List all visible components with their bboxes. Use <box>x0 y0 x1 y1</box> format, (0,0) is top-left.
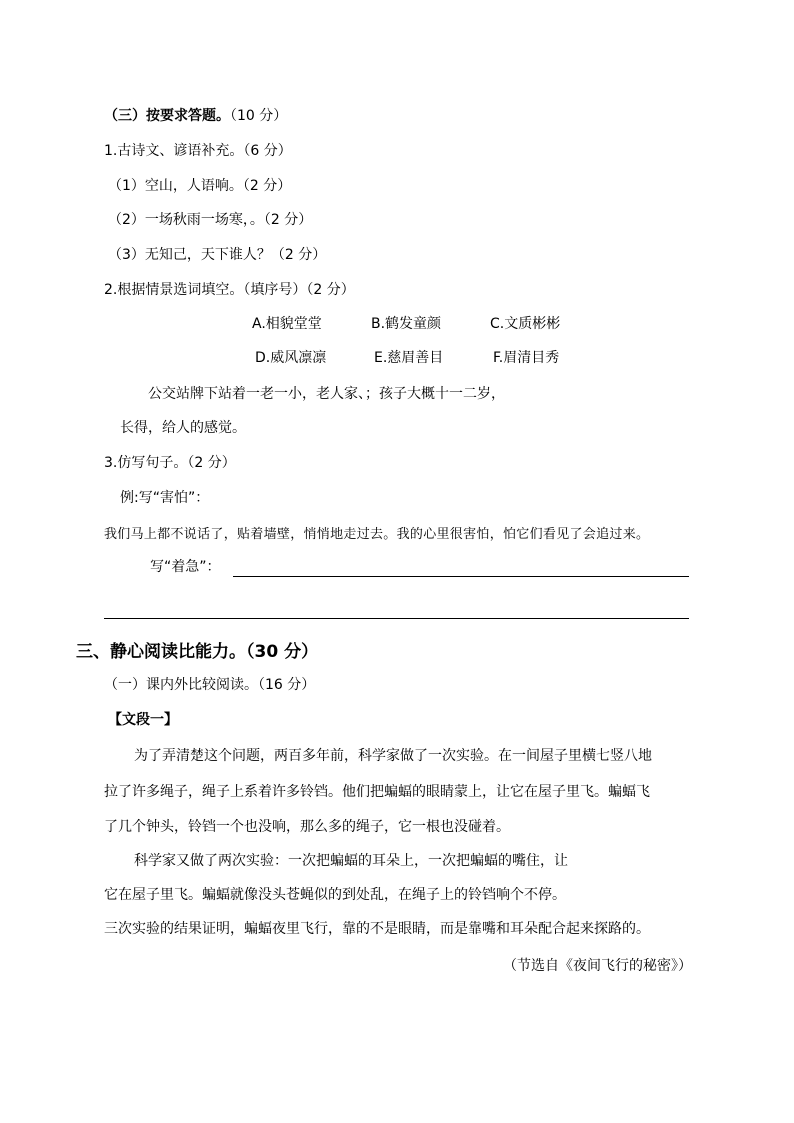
section-heading-part3 <box>104 107 287 125</box>
answer-line-2[interactable] <box>104 618 689 619</box>
q1-title: 1.古诗文、谚语补充。（6 分） <box>104 143 292 159</box>
q3-example-label: 例:写“害怕”： <box>120 490 210 506</box>
q2-passage-line-2: 长得，给人的感觉。 <box>120 420 246 436</box>
q2-title: 2.根据情景选词填空。（填序号）（2 分） <box>104 282 355 298</box>
option-c: C.文质彬彬 <box>490 316 561 332</box>
option-e: E.慈眉善目 <box>374 350 444 366</box>
passage-line-6: 三次实验的结果证明，蝙蝠夜里飞行，靠的不是眼睛，而是靠嘴和耳朵配合起来探路的。 <box>104 921 650 937</box>
q1-item-3: （3）无知己，天下谁人？（2 分） <box>108 247 327 263</box>
q3-write-label: 写“着急”： <box>150 559 221 575</box>
section-3-heading: 三、静心阅读比能力。（30 分） <box>76 642 319 662</box>
q3-title: 3.仿写句子。（2 分） <box>104 455 236 471</box>
q3-example-sentence: 我们马上都不说话了，贴着墙壁，悄悄地走过去。我的心里很害怕，怕它们看见了会追过来。 <box>104 527 650 542</box>
q2-passage-line-1: 公交站牌下站着一老一小，老人家、；孩子大概十一二岁， <box>148 386 505 402</box>
q1-item-1: （1）空山，人语响。（2 分） <box>108 178 292 194</box>
passage-line-2: 拉了许多绳子，绳子上系着许多铃铛。他们把蝙蝠的眼睛蒙上，让它在屋子里飞。蝙蝠飞 <box>104 784 650 800</box>
option-b: B.鹤发童颜 <box>371 316 442 332</box>
option-f: F.眉清目秀 <box>493 350 560 366</box>
passage-label: 【文段一】 <box>108 712 178 728</box>
passage-line-5: 它在屋子里飞。蝙蝠就像没头苍蝇似的到处乱，在绳子上的铃铛响个不停。 <box>104 887 566 903</box>
passage-source: （节选自《夜间飞行的秘密》） <box>503 958 692 974</box>
section-heading-score: （10 分） <box>230 108 288 124</box>
passage-line-4: 科学家又做了两次实验：一次把蝙蝠的耳朵上，一次把蝙蝠的嘴住，让 <box>134 853 568 869</box>
section-3-sub-heading: （一）课内外比较阅读。（16 分） <box>104 677 316 693</box>
answer-line-1[interactable] <box>233 576 689 577</box>
option-a: A.相貌堂堂 <box>252 316 322 332</box>
option-d: D.威风凛凛 <box>255 350 327 366</box>
section-heading-bold: （三）按要求答题。 <box>104 108 230 124</box>
passage-line-3: 了几个钟头，铃铛一个也没响，那么多的绳子，它一根也没碰着。 <box>104 819 510 835</box>
passage-line-1: 为了弄清楚这个问题，两百多年前，科学家做了一次实验。在一间屋子里横七竖八地 <box>134 748 652 764</box>
q1-item-2: （2）一场秋雨一场寒，。（2 分） <box>108 212 313 228</box>
